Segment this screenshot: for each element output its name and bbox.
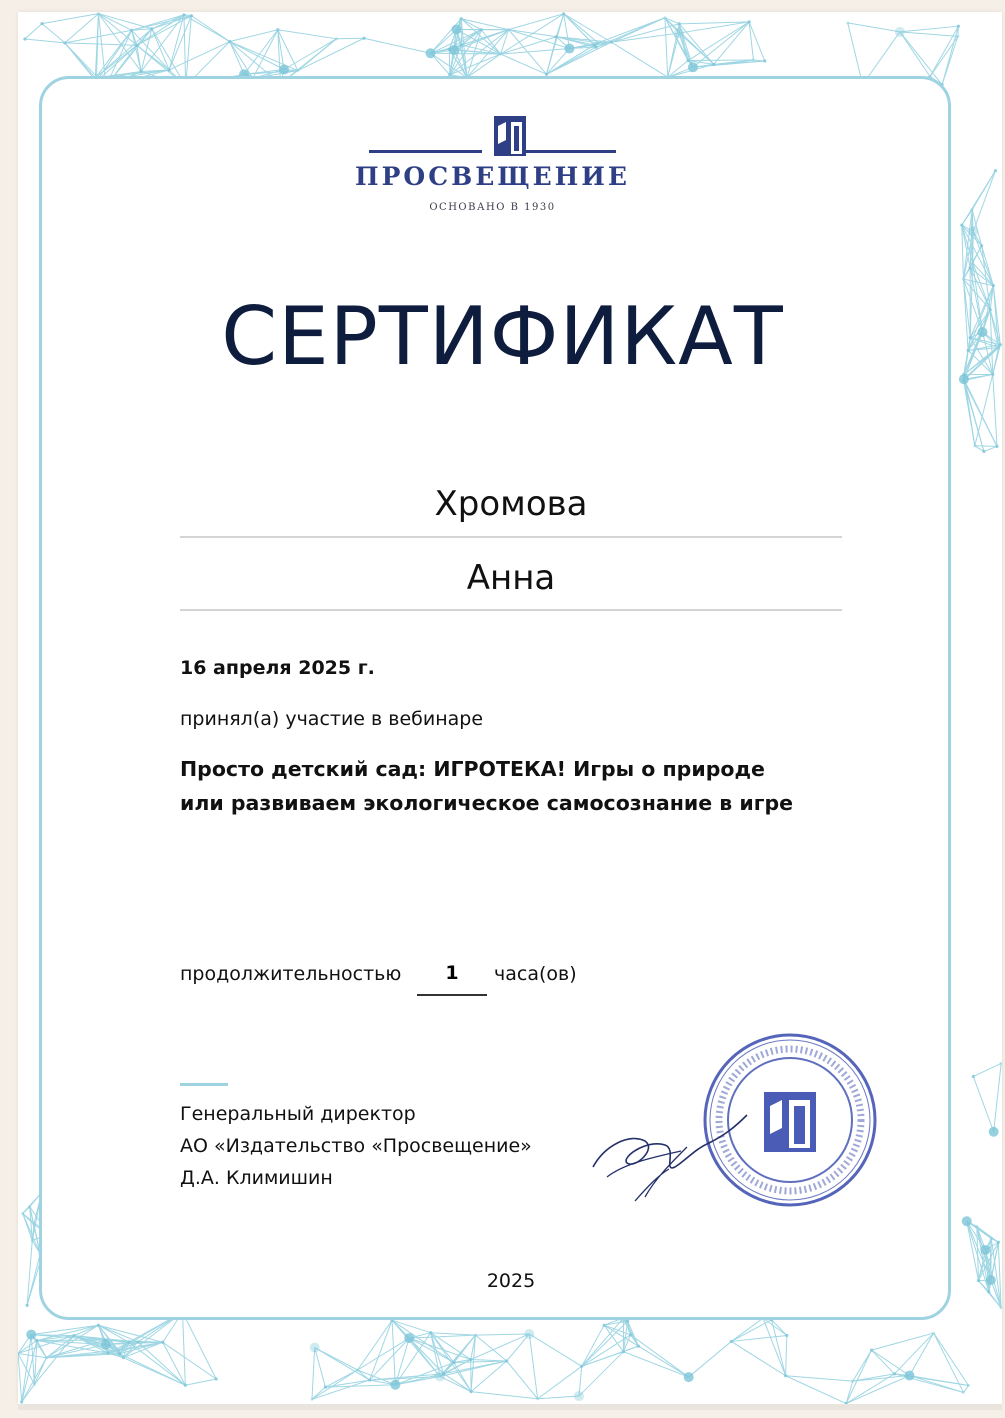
network-line <box>853 1350 872 1381</box>
network-dot <box>480 28 483 31</box>
network-dot <box>63 41 66 44</box>
network-dot <box>452 24 462 34</box>
surname-underline <box>180 536 842 538</box>
network-dot <box>21 1212 24 1215</box>
network-dot <box>310 1398 313 1401</box>
network-dot <box>596 41 599 44</box>
network-line <box>22 1358 47 1402</box>
network-line <box>631 1335 689 1377</box>
network-dot <box>368 1378 371 1381</box>
network-dot <box>101 1339 111 1349</box>
network-line <box>973 1063 1001 1076</box>
network-dot <box>469 1358 472 1361</box>
network-line <box>137 45 141 71</box>
network-dot <box>994 169 997 172</box>
network-dot <box>990 1237 993 1240</box>
network-dot <box>469 1390 472 1393</box>
network-dot <box>135 44 138 47</box>
network-dot <box>932 1331 935 1334</box>
network-dot <box>362 37 365 40</box>
network-line <box>689 1341 732 1377</box>
network-dot <box>712 63 715 66</box>
network-line <box>123 1342 162 1357</box>
network-dot <box>448 48 451 51</box>
network-dot <box>150 27 153 30</box>
network-dot <box>97 12 100 15</box>
network-line <box>312 1380 370 1399</box>
network-line <box>668 33 679 77</box>
first-name-underline <box>180 609 842 611</box>
network-line <box>507 1361 538 1399</box>
network-line <box>312 1348 315 1400</box>
network-dot <box>26 1330 36 1340</box>
network-dot <box>622 1350 625 1353</box>
network-line <box>688 22 749 61</box>
network-dot <box>980 1245 990 1255</box>
network-dot <box>536 1397 539 1400</box>
network-dot <box>846 21 849 24</box>
network-line <box>538 1396 579 1399</box>
network-line <box>444 1374 472 1392</box>
network-dot <box>956 35 959 38</box>
participation-text: принял(а) участие в вебинаре <box>180 708 484 730</box>
network-dot <box>851 1379 854 1382</box>
duration-underline <box>417 994 487 996</box>
network-line <box>120 1354 186 1386</box>
network-line <box>731 1318 763 1341</box>
network-line <box>872 1350 910 1375</box>
network-line <box>975 446 997 447</box>
network-line <box>364 38 430 53</box>
network-line <box>358 1320 393 1370</box>
network-line <box>409 1338 470 1359</box>
network-dot <box>997 1241 1000 1244</box>
network-dot <box>40 22 43 25</box>
network-dot <box>962 1216 972 1226</box>
network-line <box>934 1333 969 1385</box>
network-dot <box>971 261 974 264</box>
network-dot <box>505 1359 508 1362</box>
network-line <box>930 36 958 76</box>
network-line <box>786 1336 787 1376</box>
network-dot <box>130 29 133 32</box>
network-dot <box>97 1324 100 1327</box>
network-dot <box>555 35 558 38</box>
network-dot <box>564 44 574 54</box>
signature-accent-line <box>180 1083 228 1086</box>
network-dot <box>895 27 905 37</box>
network-line <box>461 19 508 30</box>
network-dot <box>435 1371 445 1381</box>
webinar-title-line-1: Просто детский сад: ИГРОТЕКА! Игры о природе <box>180 757 765 781</box>
network-line <box>169 42 230 70</box>
network-line <box>900 32 930 77</box>
network-dot <box>127 1341 130 1344</box>
network-dot <box>184 1384 187 1387</box>
network-line <box>475 1335 506 1361</box>
network-dot <box>957 25 960 28</box>
network-dot <box>594 46 597 49</box>
network-line <box>846 1376 909 1404</box>
network-line <box>714 22 749 64</box>
network-dot <box>117 1348 120 1351</box>
network-dot <box>562 12 565 15</box>
network-dot <box>574 1391 584 1401</box>
network-line <box>975 374 993 445</box>
network-line <box>984 446 997 451</box>
network-dot <box>992 284 995 287</box>
network-line <box>315 1348 358 1370</box>
certificate-year: 2025 <box>486 1270 536 1292</box>
recipient-first-name: Анна <box>466 558 556 598</box>
network-dot <box>748 20 751 23</box>
network-line <box>772 1320 786 1376</box>
network-dot <box>23 37 26 40</box>
network-dot <box>136 1340 139 1343</box>
network-dot <box>972 1075 975 1078</box>
network-dot <box>663 16 666 19</box>
duration-unit: часа(ов) <box>494 963 577 985</box>
network-dot <box>190 14 193 17</box>
network-dot <box>499 52 502 55</box>
network-dot <box>168 68 171 71</box>
network-dot <box>686 59 689 62</box>
network-line <box>872 1350 895 1374</box>
network-line <box>942 36 958 84</box>
network-line <box>900 26 958 32</box>
network-line <box>509 30 557 37</box>
network-dot <box>980 244 983 247</box>
network-line <box>848 23 900 32</box>
signatory-company: АО «Издательство «Просвещение» <box>180 1135 532 1157</box>
network-dot <box>967 1384 970 1387</box>
network-dot <box>215 1377 218 1380</box>
network-dot <box>784 1374 787 1377</box>
network-dot <box>356 1368 359 1371</box>
network-line <box>471 1335 475 1392</box>
network-dot <box>674 28 684 38</box>
network-dot <box>122 1356 125 1359</box>
network-dot <box>228 40 231 43</box>
network-line <box>25 24 42 39</box>
network-dot <box>296 69 299 72</box>
network-dot <box>310 1343 320 1353</box>
network-line <box>409 1338 454 1362</box>
network-line <box>42 14 98 24</box>
network-dot <box>785 1334 788 1337</box>
network-line <box>509 30 570 49</box>
network-dot <box>452 1361 455 1364</box>
network-line <box>431 1333 476 1335</box>
network-line <box>65 14 99 43</box>
network-line <box>25 39 65 43</box>
brand-founded-subtitle: ОСНОВАНО В 1930 <box>429 202 556 213</box>
network-dot <box>995 445 998 448</box>
network-line <box>994 1063 1002 1131</box>
network-dot <box>730 1340 733 1343</box>
network-line <box>611 42 667 77</box>
network-dot <box>404 1333 414 1343</box>
network-line <box>138 1342 185 1385</box>
network-dot <box>474 1334 477 1337</box>
network-dot <box>678 22 681 25</box>
director-signature-icon <box>585 1105 755 1215</box>
network-dot <box>32 1223 35 1226</box>
network-dot <box>524 1329 534 1339</box>
network-dot <box>962 277 965 280</box>
network-line <box>993 374 997 446</box>
network-dot <box>25 1304 28 1307</box>
network-dot <box>962 1391 965 1394</box>
network-dot <box>637 1344 640 1347</box>
network-line <box>18 1353 22 1402</box>
network-dot <box>324 1386 327 1389</box>
network-line <box>623 1352 688 1377</box>
network-line <box>185 1379 216 1385</box>
network-line <box>909 1376 963 1393</box>
network-line <box>509 14 564 30</box>
signatory-name: Д.А. Климишин <box>180 1167 333 1189</box>
network-dot <box>460 17 463 20</box>
network-dot <box>904 1371 914 1381</box>
network-dot <box>893 1372 896 1375</box>
network-line <box>132 15 184 30</box>
network-line <box>475 1334 529 1335</box>
network-line <box>278 30 337 39</box>
network-line <box>731 1341 785 1375</box>
network-line <box>230 42 284 70</box>
network-dot <box>968 227 978 237</box>
network-line <box>312 1370 358 1399</box>
sheet-shadow-edge <box>18 1404 1002 1410</box>
network-line <box>973 1076 993 1131</box>
prosveshchenie-emblem-icon <box>345 102 640 162</box>
network-line <box>582 1321 628 1366</box>
network-line <box>638 1346 688 1377</box>
webinar-title <box>180 752 880 820</box>
network-dot <box>276 28 279 31</box>
network-dot <box>72 1334 75 1337</box>
network-line <box>182 1312 185 1385</box>
webinar-title-line-2: или развиваем экологическое самосознание в игре <box>180 791 794 815</box>
signatory-position: Генеральный директор <box>180 1103 416 1125</box>
recipient-surname: Хромова <box>434 484 588 524</box>
network-dot <box>971 208 974 211</box>
network-dot <box>426 48 436 58</box>
network-dot <box>390 1380 400 1390</box>
network-line <box>471 1392 538 1399</box>
duration-value: 1 <box>445 962 459 984</box>
network-dot <box>870 1349 873 1352</box>
event-date: 16 апреля 2025 г. <box>180 657 375 679</box>
network-dot <box>118 1352 121 1355</box>
network-line <box>449 49 450 75</box>
network-dot <box>335 37 338 40</box>
network-line <box>872 1333 934 1350</box>
network-dot <box>763 59 766 62</box>
network-dot <box>279 64 289 74</box>
network-dot <box>684 1372 694 1382</box>
network-line <box>163 1342 186 1385</box>
network-dot <box>580 1365 583 1368</box>
network-dot <box>460 43 463 46</box>
network-line <box>34 1336 73 1385</box>
network-line <box>392 1320 395 1384</box>
network-line <box>336 38 364 39</box>
network-dot <box>969 266 972 269</box>
network-dot <box>161 1341 164 1344</box>
network-dot <box>982 450 985 453</box>
network-dot <box>31 1239 34 1242</box>
network-dot <box>507 28 510 31</box>
publisher-logo <box>345 102 640 222</box>
network-line <box>163 1342 216 1379</box>
network-dot <box>688 62 698 72</box>
network-dot <box>629 1333 632 1336</box>
network-line <box>930 26 958 76</box>
network-line <box>900 32 958 37</box>
network-dot <box>973 444 976 447</box>
network-line <box>182 1312 216 1379</box>
network-line <box>529 1334 537 1399</box>
network-line <box>42 24 65 43</box>
network-line <box>529 1334 581 1366</box>
network-dot <box>28 1205 31 1208</box>
network-dot <box>975 1225 978 1228</box>
network-dot <box>33 1383 36 1386</box>
certificate-title: СЕРТИФИКАТ <box>221 290 784 383</box>
network-dot <box>989 1127 999 1137</box>
network-dot <box>106 1352 109 1355</box>
network-line <box>108 1353 120 1354</box>
network-dot <box>35 1339 38 1342</box>
network-dot <box>602 1324 605 1327</box>
network-line <box>501 54 547 74</box>
network-dot <box>182 13 185 16</box>
network-line <box>440 1335 475 1376</box>
network-line <box>95 29 152 78</box>
network-dot <box>140 70 143 73</box>
network-dot <box>429 1331 432 1334</box>
brand-name: ПРОСВЕЩЕНИЕ <box>355 162 630 191</box>
network-dot <box>752 58 755 61</box>
network-dot <box>45 1356 48 1359</box>
network-dot <box>610 41 613 44</box>
network-dot <box>960 224 963 227</box>
network-line <box>507 1334 530 1361</box>
duration-label: продолжительностью <box>180 963 402 985</box>
network-line <box>358 1370 370 1380</box>
